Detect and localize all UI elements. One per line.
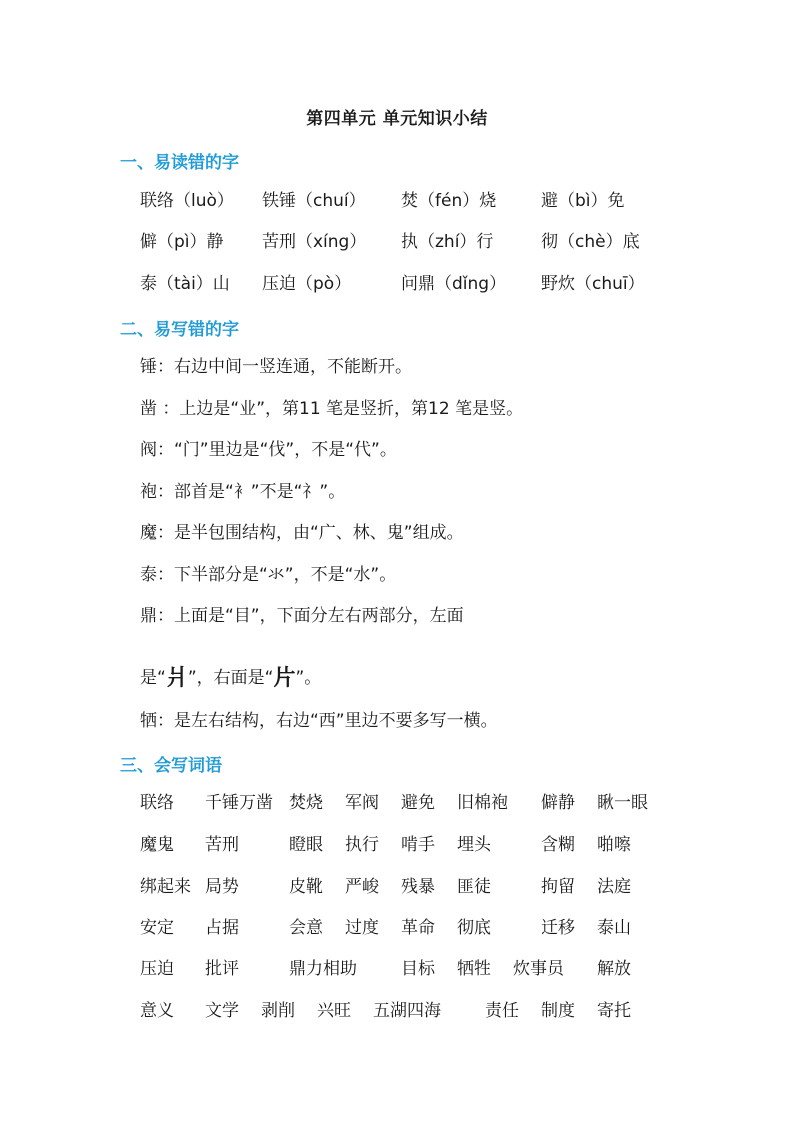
- word-item: 安定: [140, 918, 174, 938]
- pinyin-item: 压迫（pò）: [262, 274, 352, 294]
- word-item: 联络: [140, 793, 174, 813]
- word-row: [0, 832, 794, 858]
- pinyin-item: 野炊（chuī）: [541, 274, 645, 294]
- word-item: 严峻: [345, 877, 379, 897]
- word-item: 革命: [401, 918, 435, 938]
- pinyin-item: 联络（luò）: [140, 191, 234, 211]
- word-item: 绑起来: [140, 877, 191, 897]
- word-item: 会意: [289, 918, 323, 938]
- word-item: 意义: [140, 1001, 174, 1021]
- word-row: [0, 790, 794, 816]
- pinyin-item: 避（bì）免: [541, 191, 625, 211]
- word-item: 剥削: [261, 1001, 295, 1021]
- note-line: 鼎：上面是“目”，下面分左右两部分，左面: [140, 606, 464, 626]
- word-item: 牺牲: [457, 959, 491, 979]
- note-line: 魔：是半包围结构，由“广、林、鬼”组成。: [140, 523, 464, 543]
- word-item: 魔鬼: [140, 835, 174, 855]
- word-item: 瞪眼: [289, 835, 323, 855]
- section-heading-2: 二、易写错的字: [120, 320, 239, 340]
- section-heading-1: 一、易读错的字: [120, 153, 239, 173]
- word-item: 拘留: [541, 877, 575, 897]
- word-item: 皮靴: [289, 877, 323, 897]
- text-fragment: ”。: [295, 668, 322, 688]
- word-item: 旧棉袍: [457, 793, 508, 813]
- text-fragment: 是“: [140, 668, 166, 688]
- word-item: 过度: [345, 918, 379, 938]
- pinyin-item: 铁锤（chuí）: [262, 191, 366, 211]
- word-item: 含糊: [541, 835, 575, 855]
- page-title: 第四单元 单元知识小结: [306, 109, 488, 129]
- word-item: 法庭: [597, 877, 631, 897]
- word-item: 僻静: [541, 793, 575, 813]
- pinyin-row: [0, 271, 794, 297]
- note-line: 凿 ：上边是“业”，第11 笔是竖折，第12 笔是竖。: [140, 399, 524, 419]
- word-item: 苦刑: [205, 835, 239, 855]
- word-item: 残暴: [401, 877, 435, 897]
- word-item: 制度: [541, 1001, 575, 1021]
- word-item: 五湖四海: [373, 1001, 441, 1021]
- note-line-ding: [140, 665, 321, 692]
- word-item: 文学: [205, 1001, 239, 1021]
- word-row: [0, 956, 794, 982]
- word-row: [0, 998, 794, 1024]
- word-item: 批评: [205, 959, 239, 979]
- pinyin-item: 僻（pì）静: [140, 232, 224, 252]
- note-line: 牺：是左右结构，右边“西”里边不要多写一横。: [140, 711, 498, 731]
- pinyin-item: 苦刑（xíng）: [262, 232, 367, 252]
- word-item: 鼎力相助: [289, 959, 357, 979]
- note-line: 袍：部首是“衤”不是“礻”。: [140, 482, 346, 502]
- word-row: [0, 915, 794, 941]
- word-item: 彻底: [457, 918, 491, 938]
- word-item: 责任: [485, 1001, 519, 1021]
- pinyin-item: 焚（fén）烧: [401, 191, 497, 211]
- word-item: 压迫: [140, 959, 174, 979]
- word-item: 瞅一眼: [597, 793, 648, 813]
- note-line: 阀：“门”里边是“伐”，不是“代”。: [140, 440, 397, 460]
- word-item: 寄托: [597, 1001, 631, 1021]
- ding-left-glyph: 爿: [165, 666, 188, 691]
- pinyin-row: [0, 229, 794, 255]
- note-line: 泰：下半部分是“氺”，不是“水”。: [140, 565, 397, 585]
- word-item: 泰山: [597, 918, 631, 938]
- word-item: 目标: [401, 959, 435, 979]
- word-item: 匪徒: [457, 877, 491, 897]
- word-item: 千锤万凿: [205, 793, 273, 813]
- pinyin-row: [0, 188, 794, 214]
- word-item: 兴旺: [317, 1001, 351, 1021]
- word-item: 解放: [597, 959, 631, 979]
- word-item: 炊事员: [513, 959, 564, 979]
- pinyin-item: 执（zhí）行: [401, 232, 494, 252]
- note-line: 锤：右边中间一竖连通，不能断开。: [140, 357, 412, 377]
- word-item: 埋头: [457, 835, 491, 855]
- word-item: 啪嚓: [597, 835, 631, 855]
- word-item: 局势: [205, 877, 239, 897]
- word-row: [0, 874, 794, 900]
- word-item: 占据: [205, 918, 239, 938]
- word-item: 执行: [345, 835, 379, 855]
- text-fragment: ”，右面是“: [187, 668, 274, 688]
- pinyin-item: 问鼎（dǐng）: [401, 274, 507, 294]
- pinyin-item: 彻（chè）底: [541, 232, 640, 252]
- pinyin-item: 泰（tài）山: [140, 274, 230, 294]
- word-item: 啃手: [401, 835, 435, 855]
- word-item: 焚烧: [289, 793, 323, 813]
- ding-right-glyph: 片: [273, 666, 296, 691]
- word-item: 避免: [401, 793, 435, 813]
- word-item: 军阀: [345, 793, 379, 813]
- section-heading-3: 三、会写词语: [120, 756, 222, 776]
- word-item: 迁移: [541, 918, 575, 938]
